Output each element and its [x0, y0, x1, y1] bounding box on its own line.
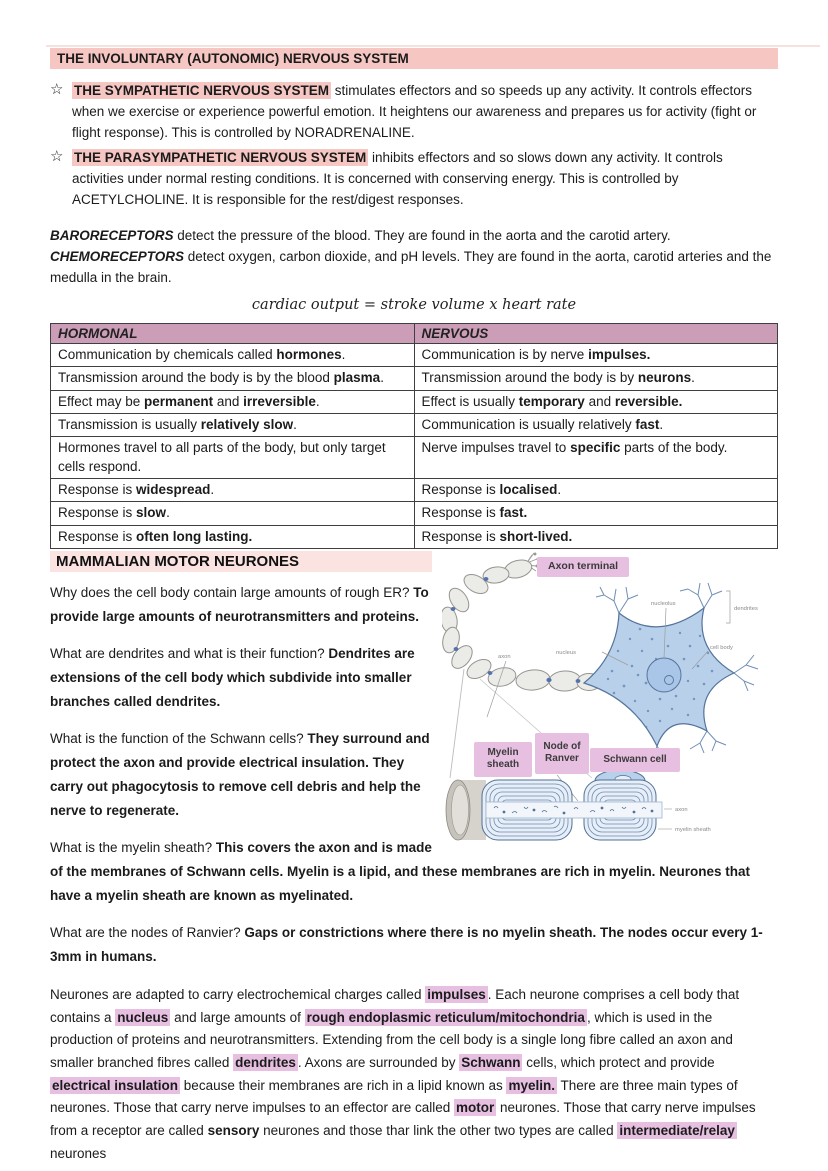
table-row [51, 436, 778, 478]
nucleolus-tiny-label: nucleolus [651, 600, 676, 607]
table-row [51, 390, 778, 413]
table-row [51, 502, 778, 525]
section-header-motor-neurones: MAMMALIAN MOTOR NEURONES [50, 551, 432, 572]
hormonal-vs-nervous-table [50, 323, 778, 548]
neurones-summary-paragraph: Neurones are adapted to carry electrochemical charges called impulses . Each neurone comprises a cell body that contains a nucleus and large amounts of rough endoplasmic reticulum/mitochondria , which is used in the production of proteins and neurotransmitters. Extending from the cell body is a single long fibre called an axon and smaller branched fibres called dendrites . Axons are surrounded by Schwann cells, which protect and provide electrical insulation because their membranes are rich in a lipid known as myelin. There are three main types of neurones. Those that carry nerve impulses to an effector are called motor neurones. Those that carry nerve impulses from a receptor are called sensory neurones and those thar link the other two types are called intermediate/relay neurones [50, 986, 756, 1161]
qa-rough-er: Why does the cell body contain large amounts of rough ER? To provide large amounts of neurotransmitters and proteins. [50, 584, 429, 624]
bullet-text: THE SYMPATHETIC NERVOUS SYSTEM stimulates effectors and so speeds up any activity. It controls effectors when we exercise or experience powerful emotion. It heightens our awareness and prepares us for activity (fight or flight response). This is controlled by NORADRENALINE. [72, 83, 757, 141]
bullet-list [50, 80, 778, 210]
chemoreceptors-line: CHEMORECEPTORS detect oxygen, carbon dioxide, and pH levels. They are found in the aorta, carotid arteries and the medulla in the brain. [50, 249, 772, 286]
table-cell: Effect may be permanent and irreversible. [51, 390, 415, 413]
myelinated-axon-chain [442, 557, 601, 691]
axon-tiny-label: axon [498, 653, 511, 660]
bullet-item-sympathetic [50, 80, 778, 144]
axon-cross-tiny-label: axon [675, 806, 688, 813]
page-title: THE INVOLUNTARY (AUTONOMIC) NERVOUS SYSTEM [50, 48, 778, 69]
schwann-cell-label: Schwann cell [590, 748, 680, 772]
bullet-item-parasympathetic [50, 147, 778, 211]
motor-neurones-section [50, 551, 778, 1166]
cell-body-tiny-label: cell body [710, 644, 733, 651]
column-header-nervous: NERVOUS [414, 324, 778, 344]
receptors-paragraph [50, 225, 778, 288]
table-row [51, 525, 778, 548]
qa-dendrites: What are dendrites and what is their function? Dendrites are extensions of the cell body which subdivide into smaller branches called dendrites. [50, 645, 415, 709]
cardiac-output-formula: cardiac output = stroke volume x heart rate [251, 297, 577, 314]
table-cell: Response is often long lasting. [51, 525, 415, 548]
table-header-row [51, 324, 778, 344]
star-bullet-icon: ☆ [50, 147, 64, 165]
qa-myelin-sheath: What is the myelin sheath? This covers the axon and is made of the membranes of Schwann cells. Myelin is a lipid, and these membranes are rich in myelin. Neurones that have a myelin sheath are known as myelinated. [50, 839, 750, 903]
table-cell: Transmission is usually relatively slow. [51, 413, 415, 436]
table-row [51, 344, 778, 367]
table-cell: Response is slow. [51, 502, 415, 525]
node-of-ranvier-label: Node of Ranver [535, 733, 589, 774]
table-cell: Response is short-lived. [414, 525, 778, 548]
bullet-text: THE PARASYMPATHETIC NERVOUS SYSTEM inhibits effectors and so slows down any activity. It controls activities under normal resting conditions. It is concerned with conserving energy. This is controlled by ACETYLCHOLINE. It is responsible for the rest/digest responses. [72, 149, 723, 207]
myelin-sheath-label: Myelin sheath [474, 742, 532, 777]
page-top-rule [46, 45, 820, 47]
table-cell: Response is widespread. [51, 479, 415, 502]
table-row [51, 479, 778, 502]
neuron-illustration [442, 551, 778, 849]
table-row [51, 413, 778, 436]
star-bullet-icon: ☆ [50, 81, 64, 98]
column-header-hormonal: HORMONAL [51, 324, 415, 344]
table-cell: Communication is usually relatively fast. [414, 413, 778, 436]
table-cell: Response is fast. [414, 502, 778, 525]
axon-terminal-label: Axon terminal [537, 557, 629, 577]
table-cell: Effect is usually temporary and reversible. [414, 390, 778, 413]
myelin-cross-section [446, 770, 672, 840]
baroreceptors-line: BARORECEPTORS detect the pressure of the blood. They are found in the aorta and the carotid artery. [50, 228, 671, 244]
table-cell: Hormones travel to all parts of the body, but only target cells respond. [51, 436, 415, 478]
nucleus-tiny-label: nucleus [556, 649, 576, 656]
neuron-diagram [442, 551, 778, 849]
nucleus-shape [647, 658, 681, 692]
table-row [51, 367, 778, 390]
qa-nodes-of-ranvier: What are the nodes of Ranvier? Gaps or constrictions where there is no myelin sheath. The nodes occur every 1-3mm in humans. [50, 924, 763, 964]
table-cell: Communication by chemicals called hormones. [51, 344, 415, 367]
table-cell: Communication is by nerve impulses. [414, 344, 778, 367]
table-cell: Nerve impulses travel to specific parts of the body. [414, 436, 778, 478]
dendrites-tiny-label: dendrites [734, 605, 758, 612]
qa-schwann-cells: What is the function of the Schwann cells? They surround and protect the axon and provide electrical insulation. They carry out phagocytosis to remove cell debris and help the nerve to regenerate. [50, 730, 430, 818]
table-cell: Transmission around the body is by neurons. [414, 367, 778, 390]
table-cell: Response is localised. [414, 479, 778, 502]
myelin-cross-tiny-label: myelin sheath [675, 826, 711, 833]
table-cell: Transmission around the body is by the blood plasma. [51, 367, 415, 390]
